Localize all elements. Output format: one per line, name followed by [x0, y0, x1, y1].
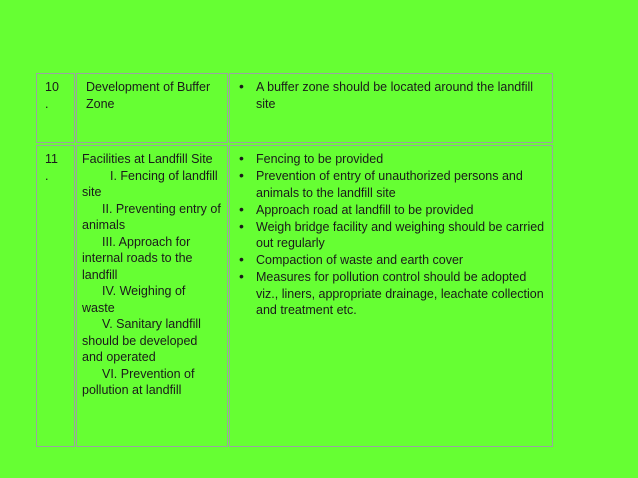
row-number-suffix: . [45, 96, 49, 111]
facility-item [82, 316, 221, 366]
facility-item [82, 168, 221, 201]
facility-item-text: V. Sanitary landfill should be developed and operated [82, 317, 201, 364]
facility-item [82, 366, 221, 399]
bullet-item: • Weigh bridge facility and weighing should be carried out regularly [234, 219, 546, 252]
description-cell [229, 73, 553, 143]
table-row [36, 73, 553, 143]
facility-item-text: I. Fencing of landfill site [82, 168, 218, 199]
row-number-suffix: . [45, 168, 49, 183]
bullet-item: • Fencing to be provided [234, 151, 546, 168]
bullet-list [234, 151, 546, 319]
facility-item-text: II. Preventing entry of animals [82, 201, 221, 232]
facility-item [82, 234, 221, 284]
table-row [36, 145, 553, 447]
bullet-list [234, 79, 546, 112]
row-number: 11 [45, 152, 58, 166]
facility-item [82, 283, 221, 316]
bullet-item: • Compaction of waste and earth cover [234, 252, 546, 269]
row-number-cell [36, 145, 75, 447]
facility-title: Facilities at Landfill Site [82, 152, 213, 166]
facility-item-text: III. Approach for internal roads to the landfill [82, 234, 193, 282]
facility-text: Development of Buffer Zone [86, 80, 211, 111]
description-cell [229, 145, 553, 447]
facility-item-text: VI. Prevention of pollution at landfill [82, 366, 195, 397]
facility-cell [76, 73, 228, 143]
bullet-item: • Approach road at landfill to be provided [234, 202, 546, 219]
row-number: 10 [45, 80, 59, 94]
row-number-cell [36, 73, 75, 143]
bullet-item: • Prevention of entry of unauthorized persons and animals to the landfill site [234, 168, 546, 201]
facility-item [82, 201, 221, 234]
facility-item-text: IV. Weighing of waste [82, 284, 186, 315]
facility-cell [76, 145, 228, 447]
bullet-item: • Measures for pollution control should be adopted viz., liners, appropriate drainage, leachate collection and treatment etc. [234, 269, 546, 319]
bullet-item: • A buffer zone should be located around the landfill site [234, 79, 546, 112]
